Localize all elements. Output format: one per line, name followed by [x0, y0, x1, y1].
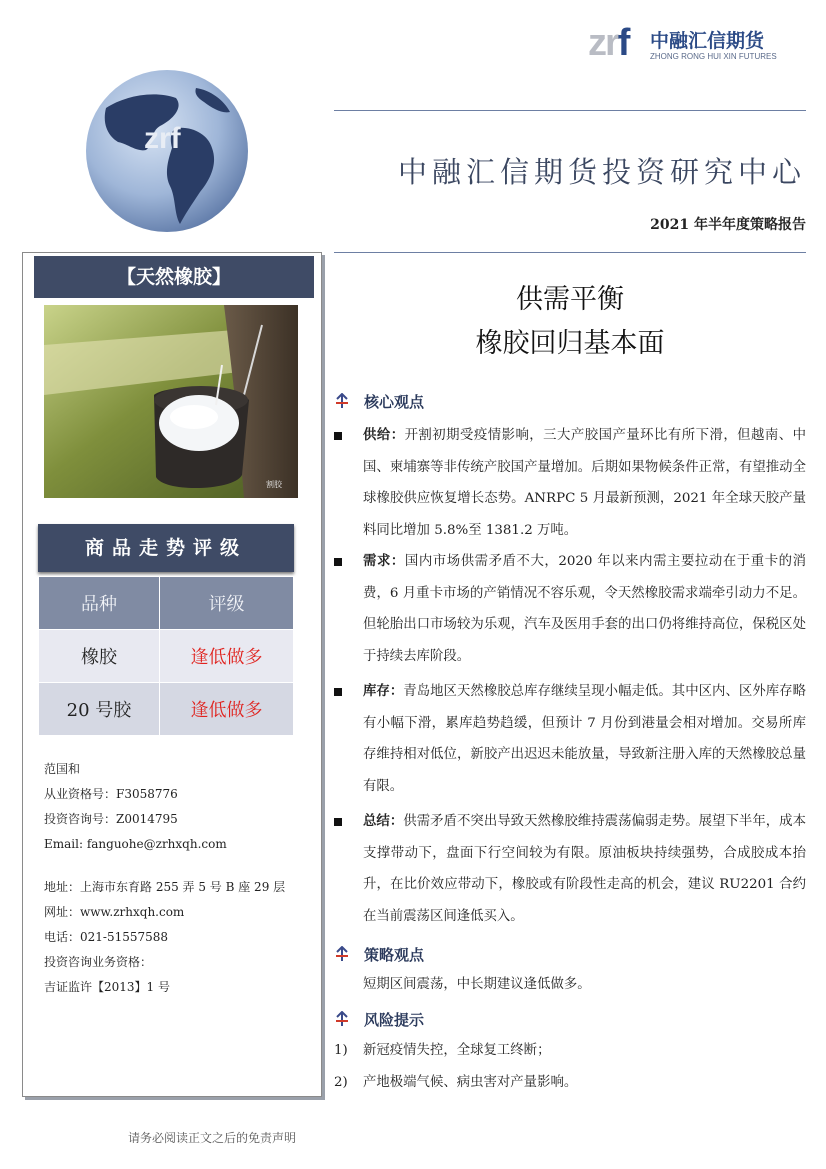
- title-line-1: 供需平衡: [516, 284, 624, 315]
- company-logo: [588, 22, 788, 66]
- risk-heading: 风险提示: [334, 1007, 806, 1031]
- risk-item: 2) 产地极端气候、病虫害对产量影响。: [334, 1075, 578, 1090]
- bullet-demand: 需求：国内市场供需矛盾不大，2020 年以来内需主要拉动在于重卡的消费，6 月重卡市场的产销情况不容乐观，令天然橡胶需求端牵引动力不足。但轮胎出口市场较为乐观，汽车及医用手套的出口仍将维持高位，保税区处于持续去库阶段。: [334, 546, 806, 672]
- rating-value: 逢低做多: [159, 683, 293, 736]
- report-type: 2021 年半年度策略报告: [650, 217, 806, 233]
- core-views-heading: 核心观点: [334, 389, 806, 413]
- header-rating: 评级: [159, 577, 293, 630]
- rating-value: 逢低做多: [159, 630, 293, 683]
- qualification: 投资咨询业务资格：: [44, 955, 153, 969]
- analyst-contact: [44, 757, 314, 1000]
- bullet-summary: 总结：供需矛盾不突出导致天然橡胶维持震荡偏弱走势。展望下半年，成本支撑带动下，盘面下行空间较为有限。原油板块持续强势，合成胶成本抬升，在比价效应带动下，橡胶或有阶段性走高的机会，建议 RU2201 合约在当前震荡区间逢低买入。: [334, 806, 806, 932]
- bullet-supply: 供给：开割初期受疫情影响，三大产胶国产量环比有所下滑，但越南、中国、柬埔寨等非传统产胶国产量增加。后期如果物候条件正常，有望推动全球橡胶供应恢复增长态势。ANRPC 5 月最新预测，2021 年全球天胶产量料同比增加 5.8%至 1381.2 万吨。: [334, 420, 806, 546]
- header-rule-top: [334, 110, 806, 111]
- risk-item: 1) 新冠疫情失控，全球复工终断；: [334, 1043, 551, 1058]
- disclaimer-footer: 请务必阅读正文之后的免责声明: [128, 1131, 297, 1145]
- globe-logo: [84, 68, 250, 234]
- logo-english-name: ZHONG RONG HUI XIN FUTURES: [650, 52, 777, 61]
- table-row: [39, 630, 294, 683]
- commodity-title: 【天然橡胶】: [34, 256, 314, 298]
- advisory-number: 投资咨询号：Z0014795: [44, 812, 178, 826]
- rating-section-title: 商品走势评级: [38, 524, 294, 572]
- logo-mark: zrf: [588, 22, 629, 64]
- header-variety: 品种: [39, 577, 160, 630]
- rating-table: [38, 576, 294, 736]
- report-title: [334, 278, 806, 366]
- table-row: [39, 683, 294, 736]
- bullet-inventory: 库存：青岛地区天然橡胶总库存继续呈现小幅走低。其中区内、区外库存略有小幅下滑，累库趋势趋缓，但预计 7 月份到港量会相对增加。交易所库存维持相对低位，新胶产出迟迟未能放量，导致新注册入库的天然橡胶总量有限。: [334, 676, 806, 802]
- address: 地址：上海市东育路 255 弄 5 号 B 座 29 层: [44, 880, 286, 894]
- email-link[interactable]: Email: fanguohe@zrhxqh.com: [44, 837, 227, 851]
- photo-watermark: 割胶: [266, 480, 282, 489]
- title-line-2: 橡胶回归基本面: [475, 328, 665, 359]
- phone: 电话：021-51557588: [44, 930, 169, 944]
- strategy-text: 短期区间震荡，中长期建议逢低做多。: [363, 977, 591, 992]
- strategy-heading: 策略观点: [334, 942, 806, 966]
- approval-number: 吉证监许【2013】1 号: [44, 980, 170, 994]
- rubber-tapping-photo: [44, 305, 298, 498]
- rating-table-header: [39, 577, 294, 630]
- variety-name: 20 号胶: [39, 683, 160, 736]
- globe-text: zrf: [144, 122, 181, 155]
- variety-name: 橡胶: [39, 630, 160, 683]
- logo-chinese-name: 中融汇信期货: [650, 30, 765, 52]
- analyst-name: 范国和: [44, 762, 81, 776]
- header-rule-bottom: [334, 252, 806, 253]
- license-number: 从业资格号：F3058776: [44, 787, 178, 801]
- research-center-title: 中融汇信期货投资研究中心: [397, 155, 806, 189]
- arrow-bullet-icon: [334, 393, 350, 409]
- website-link[interactable]: 网址：www.zrhxqh.com: [44, 905, 185, 919]
- arrow-bullet-icon: [334, 946, 350, 962]
- arrow-bullet-icon: [334, 1011, 350, 1027]
